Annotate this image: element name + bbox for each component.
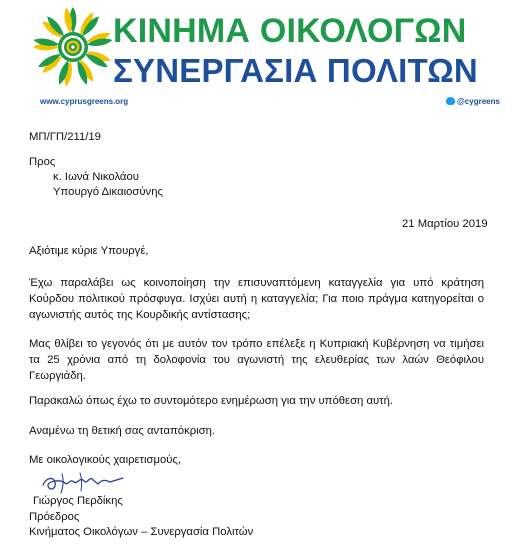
closing: Με οικολογικούς χαιρετισμούς, — [29, 454, 182, 466]
twitter-handle[interactable] — [446, 97, 500, 106]
signatory-name: Γιώργος Περδίκης — [33, 495, 123, 507]
twitter-handle-text: @cygreens — [457, 97, 500, 106]
paragraph-4: Αναμένω τη θετική σας ανταπόκριση. — [29, 425, 216, 437]
paragraph-3: Παρακαλώ όπως έχω το συντομότερο ενημέρωση για την υπόθεση αυτή. — [29, 395, 394, 407]
letter-date: 21 Μαρτίου 2019 — [402, 218, 488, 230]
recipient-line-1: Προς — [29, 156, 56, 168]
organization-name-line1: ΚΙΝΗΜΑ ΟΙΚΟΛΟΓΩΝ — [113, 12, 467, 50]
signatory-title: Πρόεδρος — [29, 511, 80, 523]
twitter-icon — [446, 97, 455, 105]
paragraph-2: Μας θλίβει το γεγονός ότι με αυτόν τον τρόπο επέλεξε η Κυπριακή Κυβέρνηση να τιμήσει τα 25 χρόνια από τη δολοφονία του αγωνιστή της ελευθερίας των λαών Θεόφιλου Γεωργιάδη. — [29, 338, 484, 382]
website-link[interactable]: www.cyprusgreens.org — [40, 97, 129, 106]
recipient-line-2: κ. Ιωνά Νικολάου — [53, 171, 139, 183]
recipient-line-3: Υπουργό Δικαιοσύνης — [53, 186, 163, 198]
signatory-organization: Κινήματος Οικολόγων – Συνεργασία Πολιτών — [29, 526, 254, 538]
reference-number: ΜΠ/ΓΠ/211/19 — [29, 131, 101, 143]
sunflower-logo-icon — [31, 5, 115, 89]
salutation: Αξιότιμε κύριε Υπουργέ, — [29, 245, 149, 257]
paragraph-1: Έχω παραλάβει ως κοινοποίηση την επισυναπτόμενη καταγγελία για υπό κράτηση Κούρδου πολιτικού πρόσφυγα. Ισχύει αυτή η καταγγελία; Για ποιο πράγμα κατηγορείται ο αγωνιστής αυτός της Κουρδικής αντίστασης; — [29, 277, 484, 321]
handwritten-signature-icon — [40, 470, 126, 494]
organization-name-line2: ΣΥΝΕΡΓΑΣΙΑ ΠΟΛΙΤΩΝ — [113, 52, 478, 89]
